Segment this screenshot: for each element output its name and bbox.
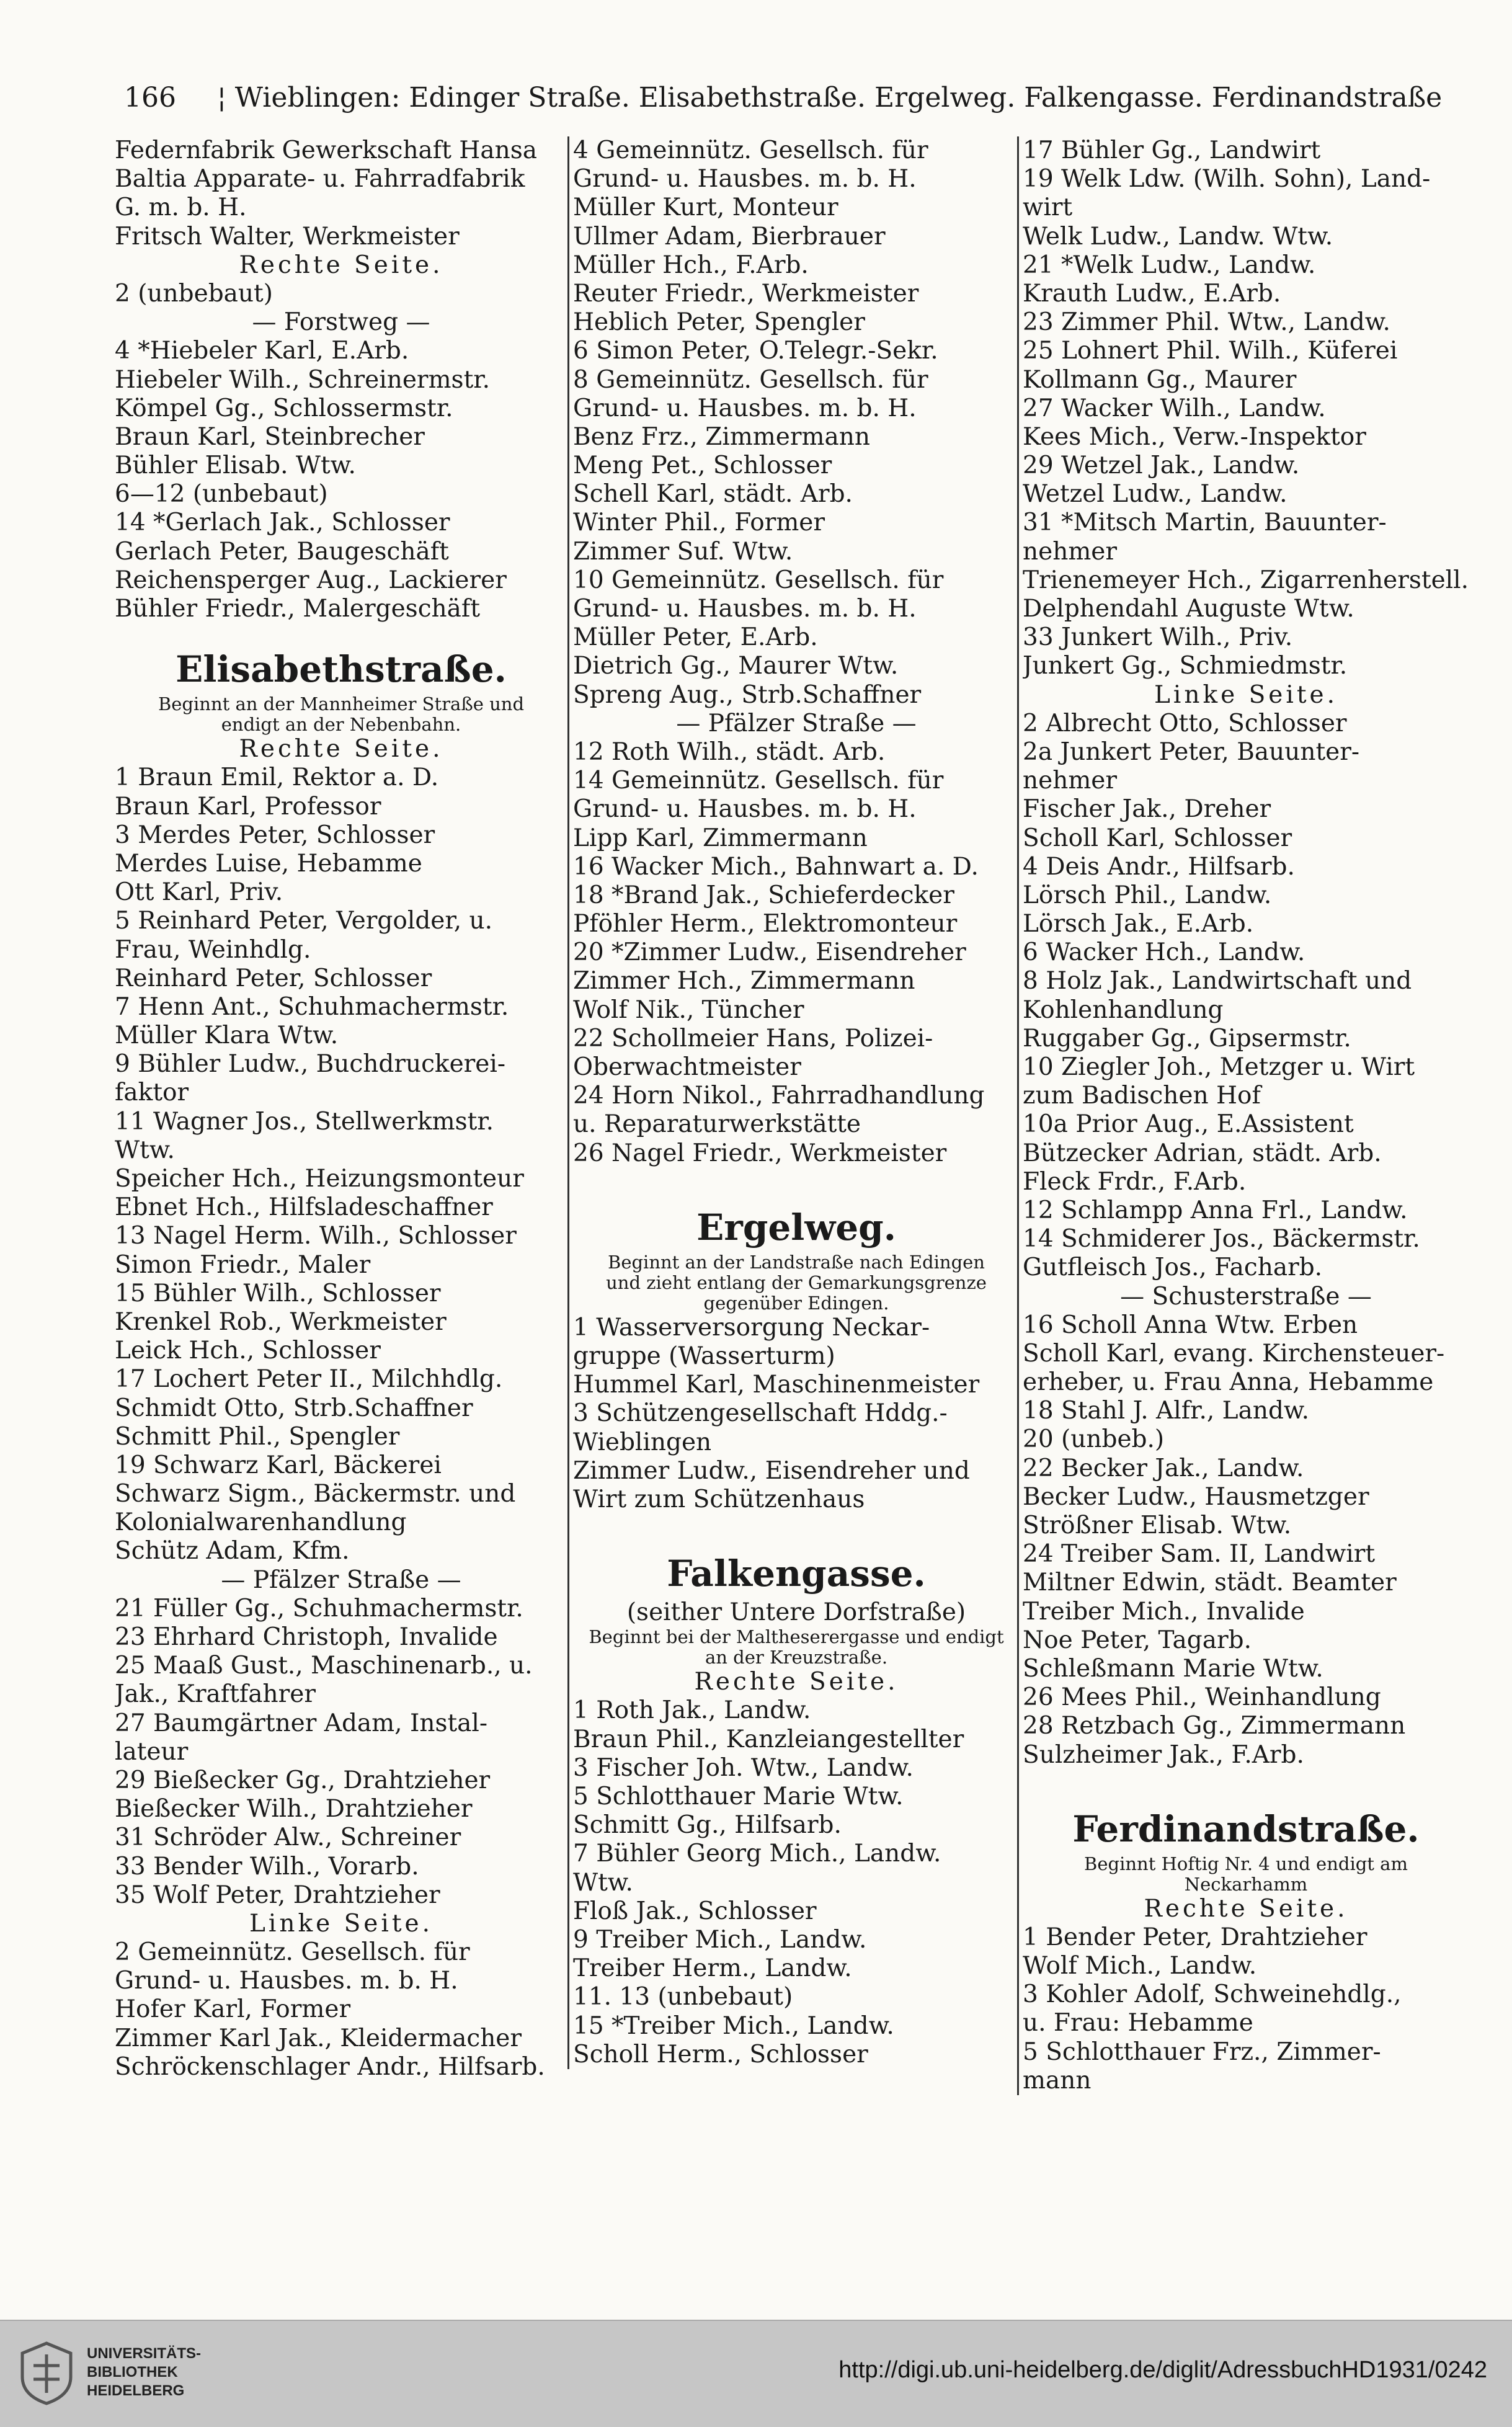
directory-entry: Delphendahl Auguste Wtw. (1023, 595, 1354, 623)
directory-entry: Wolf Mich., Landw. (1023, 1952, 1257, 1980)
directory-entry: lateur (115, 1737, 189, 1766)
directory-entry: Grund- u. Hausbes. m. b. H. (573, 795, 917, 824)
section-label: Rechte Seite. (239, 735, 443, 764)
directory-entry: 2 Albrecht Otto, Schlosser (1023, 709, 1347, 737)
directory-entry: 20 (unbeb.) (1023, 1425, 1165, 1454)
library-name (87, 2345, 201, 2400)
directory-entry: Hummel Karl, Maschinenmeister (573, 1371, 980, 1399)
directory-entry: Junkert Gg., Schmiedmstr. (1023, 652, 1348, 680)
directory-entry: Simon Friedr., Maler (115, 1250, 371, 1279)
directory-entry: G. m. b. H. (115, 194, 247, 222)
spacer (1023, 1770, 1469, 1783)
directory-entry: Dietrich Gg., Maurer Wtw. (573, 652, 899, 680)
directory-entry: Bützecker Adrian, städt. Arb. (1023, 1139, 1382, 1167)
directory-entry: 22 Becker Jak., Landw. (1023, 1454, 1304, 1482)
directory-entry: 8 Gemeinnütz. Gesellsch. für (573, 365, 928, 394)
directory-entry: 28 Retzbach Gg., Zimmermann (1023, 1712, 1406, 1740)
section-label: Linke Seite. (1154, 680, 1338, 709)
directory-entry: Ullmer Adam, Bierbrauer (573, 222, 886, 251)
section-label: — Pfälzer Straße — (221, 1565, 461, 1594)
section-label: Rechte Seite. (1144, 1894, 1348, 1923)
column-middle (567, 136, 1020, 2069)
directory-entry: faktor (115, 1079, 189, 1107)
directory-entry: 14 Gemeinnütz. Gesellsch. für (573, 767, 944, 795)
directory-entry: Leick Hch., Schlosser (115, 1337, 381, 1365)
directory-entry: 6—12 (unbebaut) (115, 480, 328, 509)
directory-entry: Wirt zum Schützenhaus (573, 1485, 865, 1513)
directory-entry: Zimmer Suf. Wtw. (573, 537, 793, 566)
directory-entry: Kolonialwarenhandlung (115, 1508, 407, 1537)
directory-entry: Reichensperger Aug., Lackierer (115, 566, 507, 594)
directory-entry: 5 Schlotthauer Frz., Zimmer- (1023, 2037, 1381, 2066)
directory-entry: Kömpel Gg., Schlossermstr. (115, 394, 453, 422)
directory-entry: 12 Roth Wilh., städt. Arb. (573, 737, 886, 766)
directory-entry: u. Frau: Hebamme (1023, 2009, 1253, 2037)
directory-entry: Frau, Weinhdlg. (115, 935, 311, 964)
directory-entry: Speicher Hch., Heizungsmonteur (115, 1165, 524, 1193)
directory-entry: 20 *Zimmer Ludw., Eisendreher (573, 938, 966, 967)
section-label: Rechte Seite. (694, 1668, 899, 1696)
directory-entry: 19 Schwarz Karl, Bäckerei (115, 1451, 442, 1479)
directory-entry: 2a Junkert Peter, Bauunter- (1023, 737, 1360, 766)
directory-entry: erheber, u. Frau Anna, Hebamme (1023, 1368, 1434, 1397)
directory-entry: Federnfabrik Gewerkschaft Hansa (115, 136, 537, 164)
directory-entry: 3 Schützengesellschaft Hddg.- (573, 1399, 948, 1428)
directory-entry: Grund- u. Hausbes. m. b. H. (573, 165, 917, 194)
directory-entry: 7 Henn Ant., Schuhmachermstr. (115, 992, 509, 1021)
directory-entry: 11 Wagner Jos., Stellwerkmstr. (115, 1107, 494, 1136)
directory-entry: 4 *Hiebeler Karl, E.Arb. (115, 337, 409, 365)
directory-entry: Lörsch Jak., E.Arb. (1023, 910, 1254, 938)
directory-entry: Bießecker Wilh., Drahtzieher (115, 1795, 473, 1824)
running-title: ¦ Wieblingen: Edinger Straße. Elisabethstraße. Ergelweg. Falkengasse. Ferdinandstraße (217, 82, 1443, 114)
section-label: — Forstweg — (252, 308, 430, 337)
directory-entry: Kees Mich., Verw.-Inspektor (1023, 422, 1366, 451)
directory-entry: Schmitt Phil., Spengler (115, 1422, 400, 1451)
directory-entry: 6 Wacker Hch., Landw. (1023, 938, 1305, 967)
directory-entry: Scholl Herm., Schlosser (573, 2040, 868, 2069)
directory-entry: Bühler Friedr., Malergeschäft (115, 595, 481, 623)
directory-entry: Ott Karl, Priv. (115, 878, 283, 907)
directory-entry: 1 Braun Emil, Rektor a. D. (115, 764, 439, 792)
spacer (115, 623, 567, 637)
directory-entry: Noe Peter, Tagarb. (1023, 1626, 1252, 1654)
directory-entry: 16 Scholl Anna Wtw. Erben (1023, 1311, 1358, 1339)
university-seal-icon (19, 2341, 74, 2406)
directory-entry: Wolf Nik., Tüncher (573, 995, 804, 1024)
street-heading: Elisabethstraße. (176, 648, 507, 691)
directory-entry: Sulzheimer Jak., F.Arb. (1023, 1740, 1304, 1769)
directory-entry: u. Reparaturwerkstätte (573, 1110, 861, 1139)
directory-entry: 6 Simon Peter, O.Telegr.-Sekr. (573, 337, 938, 365)
directory-entry: nehmer (1023, 537, 1118, 566)
directory-entry: Wtw. (115, 1136, 175, 1164)
directory-entry: Reuter Friedr., Werkmeister (573, 279, 919, 308)
spacer (573, 1168, 1020, 1182)
street-description: Beginnt Hoftig Nr. 4 und endigt am (1084, 1853, 1408, 1874)
directory-entry: Gutfleisch Jos., Facharb. (1023, 1254, 1323, 1282)
directory-entry: 21 *Welk Ludw., Landw. (1023, 251, 1316, 279)
directory-entry: Schwarz Sigm., Bäckermstr. und (115, 1480, 516, 1508)
directory-entry: 18 Stahl J. Alfr., Landw. (1023, 1397, 1310, 1425)
directory-entry: 12 Schlampp Anna Frl., Landw. (1023, 1196, 1408, 1224)
library-footer (0, 2320, 1512, 2427)
directory-entry: 3 Kohler Adolf, Schweinehdlg., (1023, 1980, 1402, 2009)
directory-entry: Floß Jak., Schlosser (573, 1897, 817, 1925)
street-description: Beginnt an der Landstraße nach Edingen (608, 1252, 985, 1273)
directory-entry: Schütz Adam, Kfm. (115, 1537, 350, 1565)
directory-entry: 7 Bühler Georg Mich., Landw. (573, 1840, 941, 1868)
directory-entry: Ruggaber Gg., Gipsermstr. (1023, 1024, 1351, 1053)
directory-entry: 26 Mees Phil., Weinhandlung (1023, 1683, 1381, 1712)
directory-entry: Pföhler Herm., Elektromonteur (573, 910, 958, 938)
street-description: Beginnt bei der Maltheserergasse und endigt (589, 1627, 1004, 1648)
directory-entry: Trienemeyer Hch., Zigarrenherstell. (1023, 566, 1469, 594)
spacer (573, 1182, 1020, 1195)
directory-entry: nehmer (1023, 767, 1118, 795)
directory-entry: 33 Junkert Wilh., Priv. (1023, 623, 1293, 652)
directory-entry: zum Badischen Hof (1023, 1082, 1261, 1110)
directory-entry: 10 Gemeinnütz. Gesellsch. für (573, 566, 944, 594)
library-name-line: BIBLIOTHEK (87, 2364, 178, 2380)
directory-entry: Spreng Aug., Strb.Schaffner (573, 680, 922, 709)
directory-entry: Schleßmann Marie Wtw. (1023, 1654, 1323, 1683)
directory-entry: 21 Füller Gg., Schuhmachermstr. (115, 1594, 523, 1623)
running-head (124, 73, 1443, 123)
directory-entry: 16 Wacker Mich., Bahnwart a. D. (573, 852, 979, 881)
directory-entry: 9 Bühler Ludw., Buchdruckerei- (115, 1050, 506, 1079)
street-description: und zieht entlang der Gemarkungsgrenze (606, 1272, 987, 1293)
street-description: gegenüber Edingen. (703, 1293, 889, 1314)
library-name-line: HEIDELBERG (87, 2382, 185, 2399)
directory-entry: 10 Ziegler Joh., Metzger u. Wirt (1023, 1053, 1415, 1081)
directory-entry: 3 Merdes Peter, Schlosser (115, 821, 435, 849)
directory-entry: 17 Bühler Gg., Landwirt (1023, 136, 1321, 164)
column-right (1017, 136, 1469, 2095)
directory-entry: Schmitt Gg., Hilfsarb. (573, 1811, 842, 1840)
directory-entry: Wieblingen (573, 1428, 712, 1456)
directory-entry: 10a Prior Aug., E.Assistent (1023, 1110, 1354, 1139)
street-heading: Ferdinandstraße. (1072, 1807, 1420, 1850)
directory-entry: Bühler Elisab. Wtw. (115, 452, 356, 480)
section-label: — Pfälzer Straße — (676, 709, 917, 737)
directory-entry: Treiber Herm., Landw. (573, 1954, 852, 1983)
directory-entry: Scholl Karl, evang. Kirchensteuer- (1023, 1339, 1445, 1368)
directory-entry: Lörsch Phil., Landw. (1023, 881, 1272, 909)
directory-entry: 5 Reinhard Peter, Vergolder, u. (115, 907, 493, 935)
directory-entry: 35 Wolf Peter, Drahtzieher (115, 1881, 440, 1909)
directory-entry: mann (1023, 2066, 1092, 2095)
directory-entry: Ebnet Hch., Hilfsladeschaffner (115, 1193, 493, 1222)
directory-entry: Müller Klara Wtw. (115, 1022, 339, 1050)
directory-entry: Baltia Apparate- u. Fahrradfabrik (115, 165, 525, 194)
directory-entry: Merdes Luise, Hebamme (115, 849, 422, 878)
directory-entry: Gerlach Peter, Baugeschäft (115, 537, 449, 566)
directory-entry: Zimmer Hch., Zimmermann (573, 967, 915, 995)
directory-entry: Miltner Edwin, städt. Beamter (1023, 1569, 1397, 1597)
directory-entry: 23 Zimmer Phil. Wtw., Landw. (1023, 308, 1390, 337)
directory-entry: Lipp Karl, Zimmermann (573, 824, 868, 852)
directory-entry: Welk Ludw., Landw. Wtw. (1023, 222, 1333, 251)
directory-entry: Fleck Frdr., F.Arb. (1023, 1167, 1247, 1196)
directory-entry: Scholl Karl, Schlosser (1023, 824, 1292, 852)
directory-entry: Braun Phil., Kanzleiangestellter (573, 1725, 964, 1753)
directory-entry: Hiebeler Wilh., Schreinermstr. (115, 365, 490, 394)
directory-entry: 24 Horn Nikol., Fahrradhandlung (573, 1082, 985, 1110)
street-description: an der Kreuzstraße. (705, 1647, 888, 1668)
directory-entry: 33 Bender Wilh., Vorarb. (115, 1852, 419, 1881)
directory-entry: gruppe (Wasserturm) (573, 1342, 835, 1370)
directory-entry: 15 Bühler Wilh., Schlosser (115, 1279, 441, 1307)
directory-entry: 31 Schröder Alw., Schreiner (115, 1824, 461, 1852)
directory-entry: 27 Baumgärtner Adam, Instal- (115, 1709, 488, 1737)
street-heading: Ergelweg. (696, 1206, 896, 1249)
directory-entry: Treiber Mich., Invalide (1023, 1597, 1305, 1626)
directory-entry: 8 Holz Jak., Landwirtschaft und (1023, 967, 1412, 995)
directory-entry: Schröckenschlager Andr., Hilfsarb. (115, 2052, 545, 2081)
directory-entry: 25 Maaß Gust., Maschinenarb., u. (115, 1652, 533, 1680)
directory-entry: Müller Kurt, Monteur (573, 194, 838, 222)
directory-entry: Wetzel Ludw., Landw. (1023, 480, 1287, 509)
directory-entry: Wtw. (573, 1868, 633, 1897)
directory-entry: Kollmann Gg., Maurer (1023, 365, 1297, 394)
directory-entry: 14 Schmiderer Jos., Bäckermstr. (1023, 1225, 1420, 1254)
directory-entry: Grund- u. Hausbes. m. b. H. (573, 394, 917, 422)
directory-entry: 13 Nagel Herm. Wilh., Schlosser (115, 1222, 517, 1250)
directory-entry: 25 Lohnert Phil. Wilh., Küferei (1023, 337, 1398, 365)
directory-entry: Grund- u. Hausbes. m. b. H. (573, 595, 917, 623)
spacer (573, 1528, 1020, 1541)
directory-entry: Oberwachtmeister (573, 1053, 801, 1081)
directory-entry: Krenkel Rob., Werkmeister (115, 1307, 447, 1336)
directory-entry: 22 Schollmeier Hans, Polizei- (573, 1024, 933, 1053)
directory-entry: 2 (unbebaut) (115, 279, 273, 308)
directory-entry: 9 Treiber Mich., Landw. (573, 1925, 867, 1954)
directory-entry: wirt (1023, 194, 1073, 222)
street-description: Neckarhamm (1184, 1874, 1308, 1895)
directory-entry: 5 Schlotthauer Marie Wtw. (573, 1783, 904, 1810)
directory-entry: Heblich Peter, Spengler (573, 308, 865, 337)
directory-entry: Müller Peter, E.Arb. (573, 623, 818, 652)
directory-entry: Schmidt Otto, Strb.Schaffner (115, 1394, 473, 1422)
directory-entry: Braun Karl, Steinbrecher (115, 422, 425, 451)
section-label: — Schusterstraße — (1120, 1282, 1372, 1311)
directory-entry: 29 Bießecker Gg., Drahtzieher (115, 1766, 491, 1794)
directory-entry: 1 Roth Jak., Landw. (573, 1696, 811, 1725)
source-url-link[interactable]: http://digi.ub.uni-heidelberg.de/diglit/AdressbuchHD1931/0242 (838, 2357, 1487, 2383)
page-number: 166 (124, 82, 176, 114)
section-label: Linke Seite. (249, 1909, 434, 1938)
directory-entry: 3 Fischer Joh. Wtw., Landw. (573, 1753, 914, 1782)
street-description: Beginnt an der Mannheimer Straße und (158, 694, 525, 715)
directory-entry: 1 Wasserversorgung Neckar- (573, 1313, 930, 1342)
directory-entry: Müller Hch., F.Arb. (573, 251, 809, 279)
directory-entry: 11. 13 (unbebaut) (573, 1983, 793, 2011)
section-label: Rechte Seite. (239, 251, 443, 279)
directory-entry: 2 Gemeinnütz. Gesellsch. für (115, 1938, 470, 1967)
street-description: endigt an der Nebenbahn. (221, 715, 461, 736)
spacer (573, 1514, 1020, 1528)
directory-entry: Meng Pet., Schlosser (573, 452, 832, 480)
column-left (115, 136, 567, 2082)
directory-entry: Schell Karl, städt. Arb. (573, 480, 853, 509)
directory-entry: Zimmer Ludw., Eisendreher und (573, 1456, 970, 1485)
directory-entry: Braun Karl, Professor (115, 792, 381, 821)
directory-entry: 15 *Treiber Mich., Landw. (573, 2011, 894, 2040)
directory-entry: 27 Wacker Wilh., Landw. (1023, 394, 1326, 422)
directory-entry: 1 Bender Peter, Drahtzieher (1023, 1923, 1367, 1951)
directory-entry: Jak., Kraftfahrer (115, 1680, 316, 1709)
directory-entry: Kohlenhandlung (1023, 995, 1224, 1024)
directory-entry: 4 Gemeinnütz. Gesellsch. für (573, 136, 928, 164)
directory-entry: 29 Wetzel Jak., Landw. (1023, 452, 1300, 480)
directory-entry: 17 Lochert Peter II., Milchhdlg. (115, 1365, 503, 1394)
directory-entry: Fritsch Walter, Werkmeister (115, 222, 460, 251)
library-name-line: UNIVERSITÄTS- (87, 2345, 202, 2362)
directory-entry: 24 Treiber Sam. II, Landwirt (1023, 1540, 1376, 1569)
directory-entry: 23 Ehrhard Christoph, Invalide (115, 1623, 498, 1651)
section-label: (seither Untere Dorfstraße) (626, 1598, 966, 1627)
directory-entry: Becker Ludw., Hausmetzger (1023, 1482, 1369, 1511)
directory-entry: 19 Welk Ldw. (Wilh. Sohn), Land- (1023, 165, 1431, 194)
spacer (1023, 1783, 1469, 1797)
directory-entry: 18 *Brand Jak., Schieferdecker (573, 881, 954, 909)
directory-entry: Benz Frz., Zimmermann (573, 422, 870, 451)
directory-entry: Fischer Jak., Dreher (1023, 795, 1271, 824)
directory-entry: Grund- u. Hausbes. m. b. H. (115, 1967, 458, 1995)
directory-entry: 4 Deis Andr., Hilfsarb. (1023, 852, 1295, 881)
street-heading: Falkengasse. (667, 1552, 926, 1595)
directory-entry: 26 Nagel Friedr., Werkmeister (573, 1139, 947, 1167)
directory-entry: Strößner Elisab. Wtw. (1023, 1512, 1292, 1539)
directory-entry: Reinhard Peter, Schlosser (115, 964, 432, 992)
directory-entry: Winter Phil., Former (573, 509, 825, 537)
directory-entry: Krauth Ludw., E.Arb. (1023, 279, 1281, 308)
directory-entry: Zimmer Karl Jak., Kleidermacher (115, 2024, 522, 2052)
directory-entry: 31 *Mitsch Martin, Bauunter- (1023, 509, 1387, 537)
directory-entry: 14 *Gerlach Jak., Schlosser (115, 509, 450, 537)
directory-entry: Hofer Karl, Former (115, 1995, 351, 2024)
